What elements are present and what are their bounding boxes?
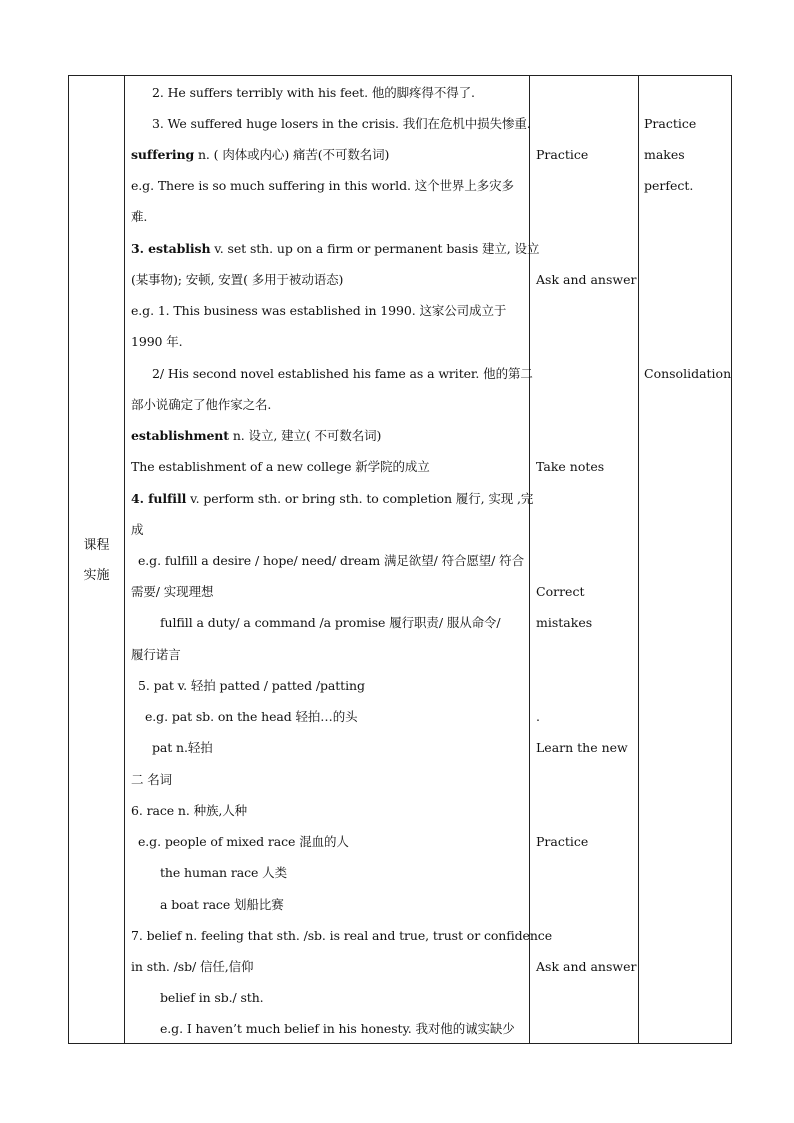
content-line: The establishment of a new college 新学院的成立: [131, 459, 430, 474]
content-line: a boat race 划船比赛: [160, 897, 284, 912]
activity-item: Ask and answer: [536, 272, 637, 287]
content-line: 4. fulfill v. perform sth. or bring sth. to completion 履行, 实现 ,完: [131, 491, 534, 506]
content-line: e.g. people of mixed race 混血的人: [138, 834, 349, 849]
content-line: e.g. I haven’t much belief in his honesty. 我对他的诚实缺少: [160, 1021, 515, 1036]
content-line: e.g. fulfill a desire / hope/ need/ dream 满足欲望/ 符合愿望/ 符合: [138, 553, 524, 568]
activity-item: Learn the new: [536, 740, 628, 755]
content-line: 7. belief n. feeling that sth. /sb. is real and true, trust or confidence: [131, 928, 553, 943]
content-line: 履行诺言: [131, 647, 181, 662]
content-line: 1990 年.: [131, 334, 183, 349]
note-item: Practice: [644, 116, 697, 131]
content-line: establishment n. 设立, 建立( 不可数名词): [131, 428, 382, 443]
activity-item: Practice: [536, 834, 589, 849]
content-line: 3. We suffered huge losers in the crisis. 我们在危机中损失惨重.: [152, 116, 531, 131]
note-item: makes: [644, 147, 685, 162]
content-line: in sth. /sb/ 信任,信仰: [131, 959, 254, 974]
content-line: 3. establish v. set sth. up on a firm or permanent basis 建立, 设立: [131, 241, 540, 256]
content-line: e.g. pat sb. on the head 轻拍…的头: [145, 709, 358, 724]
note-item: Consolidation: [644, 366, 732, 381]
content-line: 5. pat v. 轻拍 patted / patted /patting: [138, 678, 365, 693]
content-line: 2. He suffers terribly with his feet. 他的脚疼得不得了.: [152, 85, 475, 100]
content-line: (某事物); 安顿, 安置( 多用于被动语态): [131, 272, 344, 287]
content-column: [124, 76, 553, 1043]
note-column: [638, 76, 733, 1043]
content-line: 二 名词: [131, 772, 173, 787]
content-line: pat n.轻拍: [152, 740, 213, 755]
section-label: [69, 531, 124, 591]
activity-item: Ask and answer: [536, 959, 637, 974]
content-line: 部小说确定了他作家之名.: [131, 397, 272, 412]
content-line: 成: [131, 522, 144, 537]
content-line: fulfill a duty/ a command /a promise 履行职责/ 服从命令/: [160, 615, 501, 630]
content-line: the human race 人类: [160, 865, 287, 880]
section-label-line: 课程: [83, 538, 110, 553]
content-line: e.g. 1. This business was established in 1990. 这家公司成立于: [131, 303, 507, 318]
content-line: 难.: [131, 209, 148, 224]
content-line: 2/ His second novel established his fame as a writer. 他的第二: [152, 366, 533, 381]
content-line: e.g. There is so much suffering in this world. 这个世界上多灾多: [131, 178, 514, 193]
activity-item: mistakes: [536, 615, 593, 630]
activity-column: [529, 76, 638, 1043]
content-line: belief in sb./ sth.: [160, 990, 264, 1005]
note-item: perfect.: [644, 178, 694, 193]
section-label-line: 实施: [83, 568, 110, 583]
activity-item: Correct: [536, 584, 585, 599]
activity-item: Take notes: [536, 459, 605, 474]
content-line: 6. race n. 种族,人种: [131, 803, 248, 818]
content-line: suffering n. ( 肉体或内心) 痛苦(不可数名词): [131, 147, 390, 162]
content-line: 需要/ 实现理想: [131, 584, 214, 599]
lesson-table: [68, 75, 732, 1044]
activity-item: .: [536, 709, 540, 724]
activity-item: Practice: [536, 147, 589, 162]
